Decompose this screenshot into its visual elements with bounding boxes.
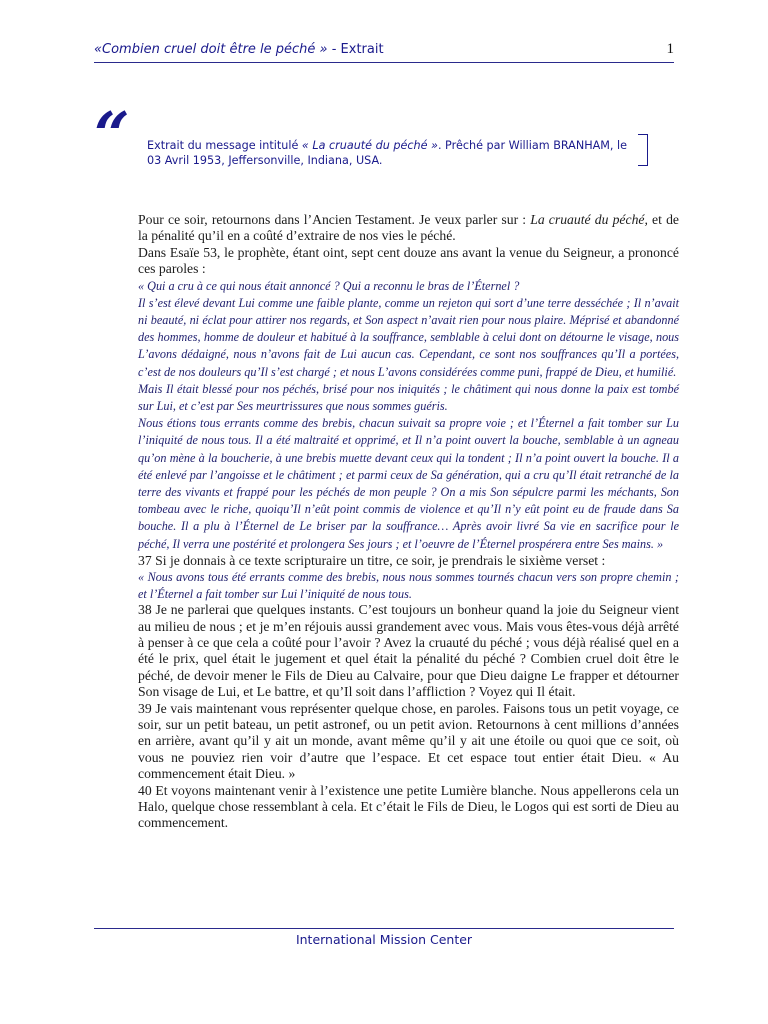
- paragraph-1-a: Pour ce soir, retournons dans l’Ancien Testament. Je veux parler sur :: [138, 212, 531, 227]
- paragraph-40: 40 Et voyons maintenant venir à l’existence une petite Lumière blanche. Nous appellerons cela un Halo, quelque chose ressemblant à cela. Et c’était le Fils de Dieu, le Logos qui est sorti de Dieu au commencement.: [138, 782, 679, 831]
- header-title-rest: - Extrait: [327, 42, 384, 57]
- scripture-37: « Nous avons tous été errants comme des brebis, nous nous sommes tournés chacun vers son propre chemin ; et l’Éternel a fait tomber sur Lui l’iniquité de nous tous.: [138, 570, 679, 601]
- page-footer: [94, 928, 674, 947]
- scripture-1: « Qui a cru à ce qui nous était annoncé ? Qui a reconnu le bras de l’Éternel ?: [138, 278, 520, 293]
- body-text: [138, 212, 679, 832]
- paragraph-1-title: La cruauté du péché,: [530, 212, 648, 227]
- header-title: [94, 42, 384, 57]
- paragraph-38: 38 Je ne parlerai que quelques instants. C’est toujours un bonheur quand la joie du Seigneur vient au milieu de nous ; et je m’en réjouis aussi grandement avec vous. Mais vous êtes-vous déjà arrêté à penser à ce que cela a coûté pour l’avoir ? Avez la cruauté du péché ; vous déjà réalisé quel en a été le prix, quel était le jugement et quel était la pénalité du péché ? Combien cruel doit être le péché, de devoir mener le Fils de Dieu au Calvaire, pour que Dieu daigne Le frapper et détourner Son visage de Lui, et Le battre, et qu’Il soit dans l’affliction ? Voyez qui Il était.: [138, 602, 679, 700]
- quote-mark-icon: “: [94, 98, 124, 171]
- intro-suffix: . Prêché par William BRANHAM, le 03 Avril 1953, Jeffersonville, Indiana, USA.: [147, 139, 628, 167]
- paragraph-37: 37 Si je donnais à ce texte scripturaire un titre, ce soir, je prendrais le sixième verset :: [138, 552, 606, 568]
- paragraph-39: 39 Je vais maintenant vous représenter quelque chose, en paroles. Faisons tous un petit voyage, ce soir, sur un petit bateau, un petit astronef, ou un petit avion. Retournons à cent millions d’années en arrière, avant qu’il y ait un monde, avant même qu’il y ait une étoile ou quoi que ce soit, où vous ne pouviez rien voir d’autre que l’espace. Et cet espace tout entier était Dieu. « Au commencement était Dieu. »: [138, 700, 679, 782]
- paragraph-1: [138, 212, 679, 245]
- paragraph-1-b: et de la pénalité qu’il en a coûté d’extraire de nos vies le péché.: [138, 212, 679, 244]
- scripture-4: Nous étions tous errants comme des brebis, chacun suivait sa propre voie ; et l’Éternel a fait tomber sur Lu l’iniquité de nous tous. Il a été maltraité et opprimé, et Il n’a point ouvert la bouche, semblable à un agneau qu’on mène à la boucherie, à une brebis muette devant ceux qui la tondent ; Il n’a point ouvert la bouche. Il a été enlevé par l’angoisse et le châtiment ; et parmi ceux de Sa génération, qui a cru qu’Il était retranché de la terre des vivants et frappé pour les péchés de mon peuple ? On a mis Son sépulcre parmi les méchants, Son tombeau avec le riche, quoiqu’Il n’eût point commis de violence et qu’Il n’y eût point eu de fraude dans Sa bouche. Il a plu à l’Éternel de Le briser par la souffrance… Après avoir livré Sa vie en sacrifice pour le péché, Il verra une postérité et prolongera Ses jours ; et l’oeuvre de l’Éternel prospérera entre Ses mains. »: [138, 416, 679, 551]
- footer-text: International Mission Center: [295, 932, 473, 947]
- intro-text: [147, 138, 642, 168]
- intro-bracket: [638, 134, 648, 166]
- header-title-italic: «Combien cruel doit être le péché »: [94, 42, 328, 57]
- scripture-3: Mais Il était blessé pour nos péchés, brisé pour nos iniquités ; le châtiment qui nous donne la paix est tombé sur Lui, et c’est par Ses meurtrissures que nous sommes guéris.: [138, 381, 679, 414]
- intro-prefix: Extrait du message intitulé: [147, 139, 302, 152]
- scripture-2: Il s’est élevé devant Lui comme une faible plante, comme un rejeton qui sort d’une terre desséchée ; Il n’avait ni beauté, ni éclat pour attirer nos regards, et Son aspect n’avait rien pour nous plaire. Méprisé et abandonné des hommes, homme de douleur et habitué à la souffrance, semblable à celui dont on détourne le visage, nous L’avons dédaigné, nous n’avons fait de Lui aucun cas. Cependant, ce sont nos souffrances qu’Il a portées, c’est de nos douleurs qu’Il s’est chargé ; et nous L’avons considérées comme puni, frappé de Dieu, et humilié.: [138, 295, 679, 379]
- page-header: [94, 40, 674, 63]
- paragraph-2: Dans Esaïe 53, le prophète, étant oint, sept cent douze ans avant la venue du Seigneur, a prononcé ces paroles :: [138, 244, 679, 277]
- intro-message-title: « La cruauté du péché »: [301, 139, 438, 152]
- page-number: 1: [666, 41, 674, 57]
